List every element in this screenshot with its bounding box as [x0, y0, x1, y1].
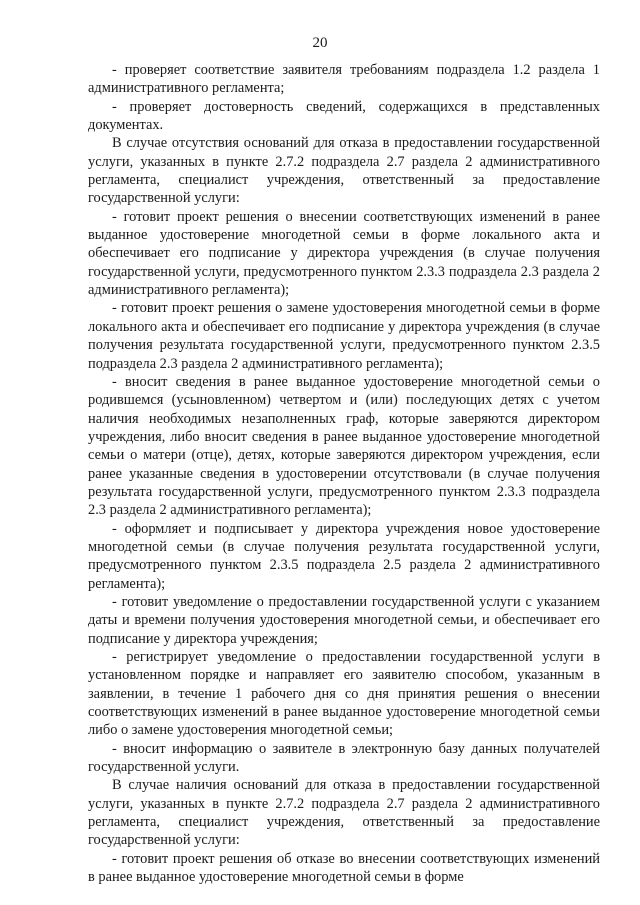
paragraph-no-refusal-grounds: В случае отсутствия оснований для отказа в предоставлении государственной услуги, указанных в пункте 2.7.2 подраздела 2.7 раздела 2 административного регламента, специалист учреждения, ответственный за предоставление государственной услуги:: [88, 135, 600, 207]
paragraph-check-reliability: - проверяет достоверность сведений, содержащихся в представленных документах.: [88, 98, 600, 134]
paragraph-draft-refusal-decision: - готовит проект решения об отказе во внесении соответствующих изменений в ранее выданное удостоверение многодетной семьи в форме: [88, 850, 600, 886]
paragraph-check-eligibility: - проверяет соответствие заявителя требованиям подраздела 1.2 раздела 1 административного регламента;: [88, 62, 600, 97]
paragraph-register-notification: - регистрирует уведомление о предоставлении государственной услуги в установленном порядке и направляет его заявителю способом, указанным в заявлении, в течение 1 рабочего дня со дня принятия решения о внесении соответствующих изменений в ранее выданное удостоверение многодетной семьи либо о замене удостоверения многодетной семьи;: [88, 649, 600, 739]
paragraph-issue-new-certificate: - оформляет и подписывает у директора учреждения новое удостоверение многодетной семьи (в случае получения результата государственной услуги, предусмотренного пунктом 2.3.5 подраздела 2.5 раздела 2 административного регламента);: [88, 520, 600, 592]
paragraph-prepare-notification: - готовит уведомление о предоставлении государственной услуги с указанием даты и времени получения удостоверения многодетной семьи, и обеспечивает его подписание у директора учреждения;: [88, 593, 600, 647]
page-body: [88, 61, 600, 886]
paragraph-draft-amendment-decision: - готовит проект решения о внесении соответствующих изменений в ранее выданное удостоверение многодетной семьи в форме локального акта и обеспечивает его подписание у директора учреждения (в случае получения государственной услуги, предусмотренного пунктом 2.3.3 подраздела 2.3 раздела 2 административного регламента);: [88, 208, 600, 299]
paragraph-refusal-grounds: В случае наличия оснований для отказа в предоставлении государственной услуги, указанных в пункте 2.7.2 подраздела 2.7 раздела 2 административного регламента, специалист учреждения, ответственный за предоставление государственной услуги:: [88, 777, 600, 849]
paragraph-draft-replacement-decision: - готовит проект решения о замене удостоверения многодетной семьи в форме локального акта и обеспечивает его подписание у директора учреждения (в случае получения результата государственной услуги, предусмотренного пунктом 2.3.5 подраздела 2.3 раздела 2 административного регламента);: [88, 300, 600, 372]
page-number: 20: [312, 35, 328, 51]
paragraph-enter-child-details: - вносит сведения в ранее выданное удостоверение многодетной семьи о родившемся (усыновленном) четвертом и (или) последующих детях с учетом наличия необходимых незаполненных граф, которые заверяются директором учреждения, либо вносит сведения в ранее выданное удостоверение многодетной семьи о матери (отце), детях, которые заверяются директором учреждения, если ранее указанные сведения в удостоверении отсутствовали (в случае получения результата государственной услуги, предусмотренного пунктом 2.3.3 подраздела 2.3 раздела 2 административного регламента);: [88, 373, 600, 519]
paragraph-enter-database: - вносит информацию о заявителе в электронную базу данных получателей государственной услуги.: [88, 740, 600, 776]
